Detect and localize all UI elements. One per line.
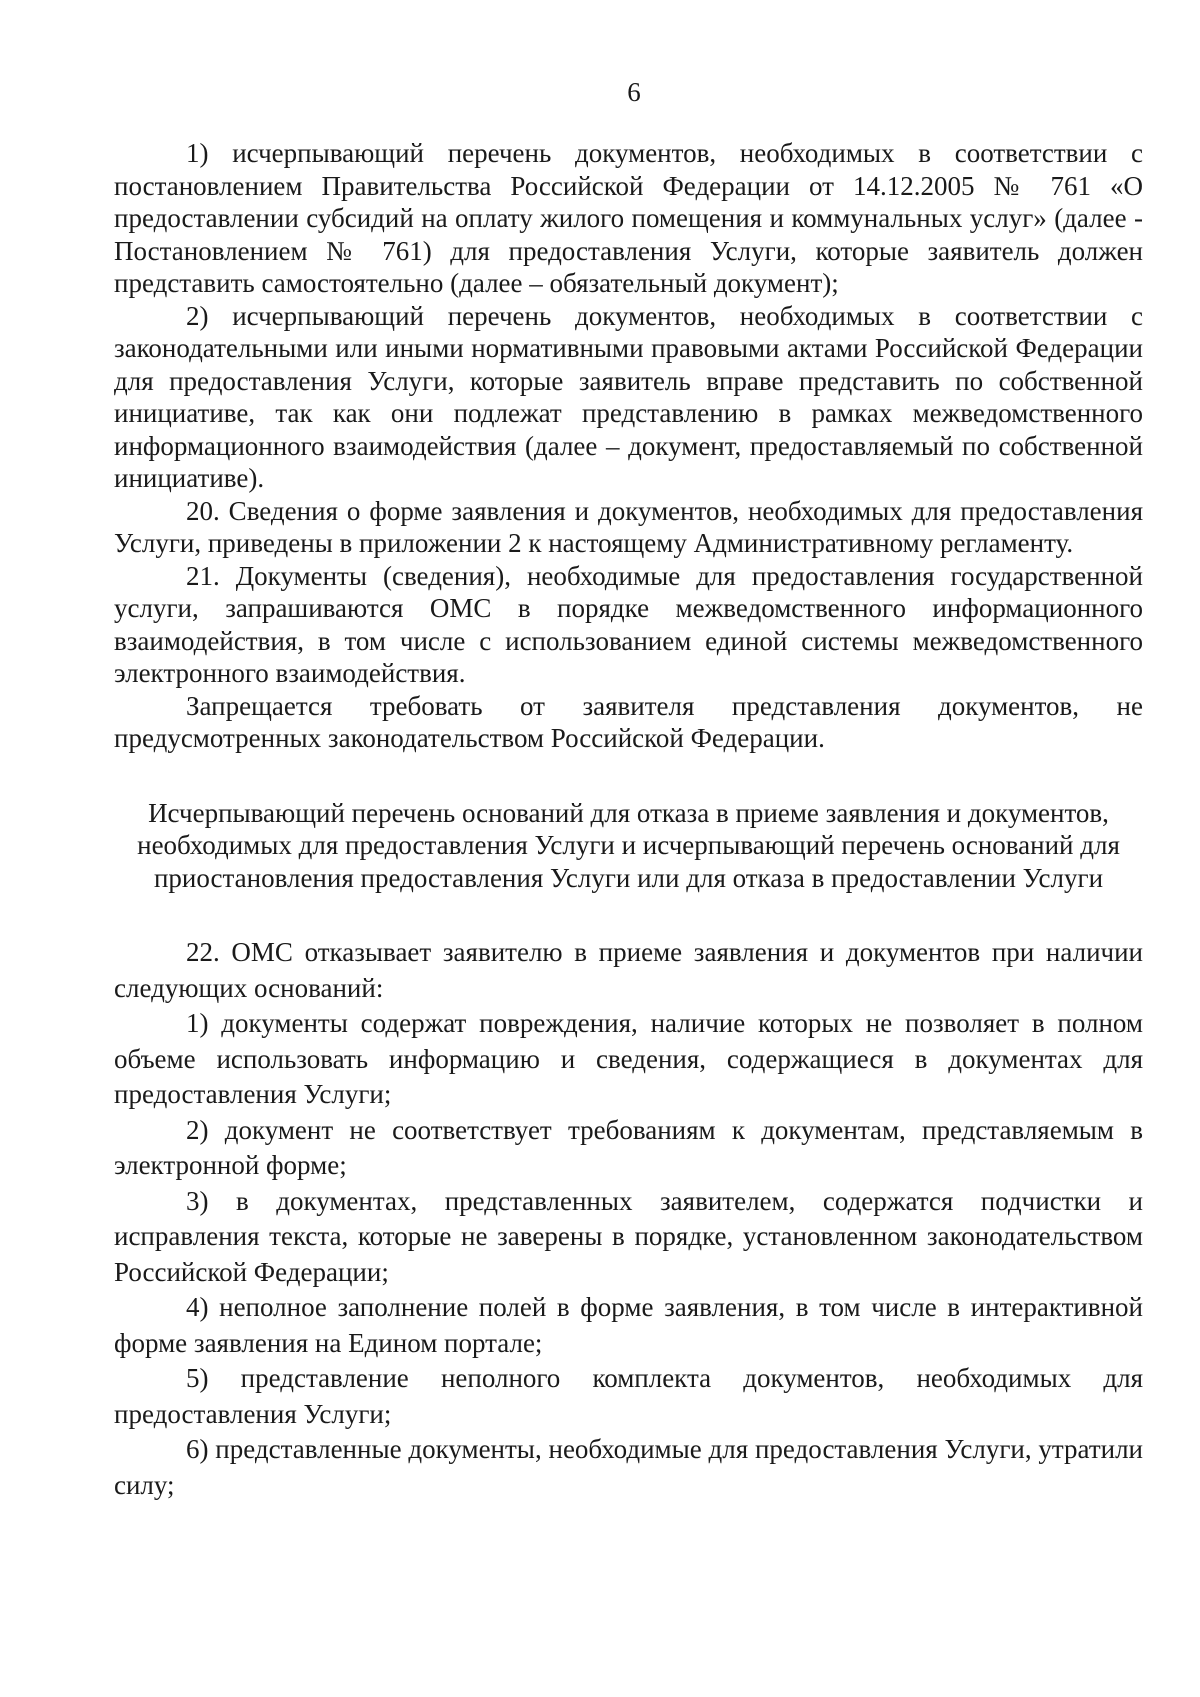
paragraph: Запрещается требовать от заявителя представления документов, не предусмотренных законодательством Российской Федерации. xyxy=(114,690,1143,753)
paragraph: 2) исчерпывающий перечень документов, необходимых в соответствии с законодательными или иными нормативными правовыми актами Российской Федерации для предоставления Услуги, которые заявитель вправе представить по собственной инициативе, так как они подлежат представлению в рамках межведомственного информационного взаимодействия (далее – документ, предоставляемый по собственной инициативе). xyxy=(114,300,1143,493)
paragraph: 6) представленные документы, необходимые для предоставления Услуги, утратили силу; xyxy=(114,1434,1143,1500)
paragraph: 5) представление неполного комплекта документов, необходимых для предоставления Услуги; xyxy=(114,1363,1143,1429)
paragraph: 20. Сведения о форме заявления и документов, необходимых для предоставления Услуги, приведены в приложении 2 к настоящему Административному регламенту. xyxy=(114,495,1143,558)
section-one xyxy=(114,137,1143,755)
page-number: 6 xyxy=(627,77,641,107)
section-two xyxy=(114,935,1143,1503)
paragraph: 1) документы содержат повреждения, наличие которых не позволяет в полном объеме использовать информацию и сведения, содержащиеся в документах для предоставления Услуги; xyxy=(114,1008,1143,1109)
paragraph: 4) неполное заполнение полей в форме заявления, в том числе в интерактивной форме заявления на Едином портале; xyxy=(114,1292,1143,1358)
document-body xyxy=(114,137,1143,1503)
section-heading-text: Исчерпывающий перечень оснований для отказа в приеме заявления и документов, необходимых для предоставления Услуги и исчерпывающий перечень оснований для приостановления предоставления Услуги или для отказа в предоставлении Услуги xyxy=(137,797,1120,893)
paragraph: 3) в документах, представленных заявителем, содержатся подчистки и исправления текста, которые не заверены в порядке, установленном законодательством Российской Федерации; xyxy=(114,1185,1143,1287)
section-heading xyxy=(114,797,1143,895)
paragraph: 2) документ не соответствует требованиям к документам, представляемым в электронной форме; xyxy=(114,1114,1143,1180)
paragraph: 22. ОМС отказывает заявителю в приеме заявления и документов при наличии следующих оснований: xyxy=(114,937,1143,1003)
paragraph: 1) исчерпывающий перечень документов, необходимых в соответствии с постановлением Правительства Российской Федерации от 14.12.2005 № 761 «О предоставлении субсидий на оплату жилого помещения и коммунальных услуг» (далее - Постановлением № 761) для предоставления Услуги, которые заявитель должен представить самостоятельно (далее – обязательный документ); xyxy=(114,138,1143,298)
paragraph: 21. Документы (сведения), необходимые для предоставления государственной услуги, запрашиваются ОМС в порядке межведомственного информационного взаимодействия, в том числе с использованием единой системы межведомственного электронного взаимодействия. xyxy=(114,560,1143,688)
